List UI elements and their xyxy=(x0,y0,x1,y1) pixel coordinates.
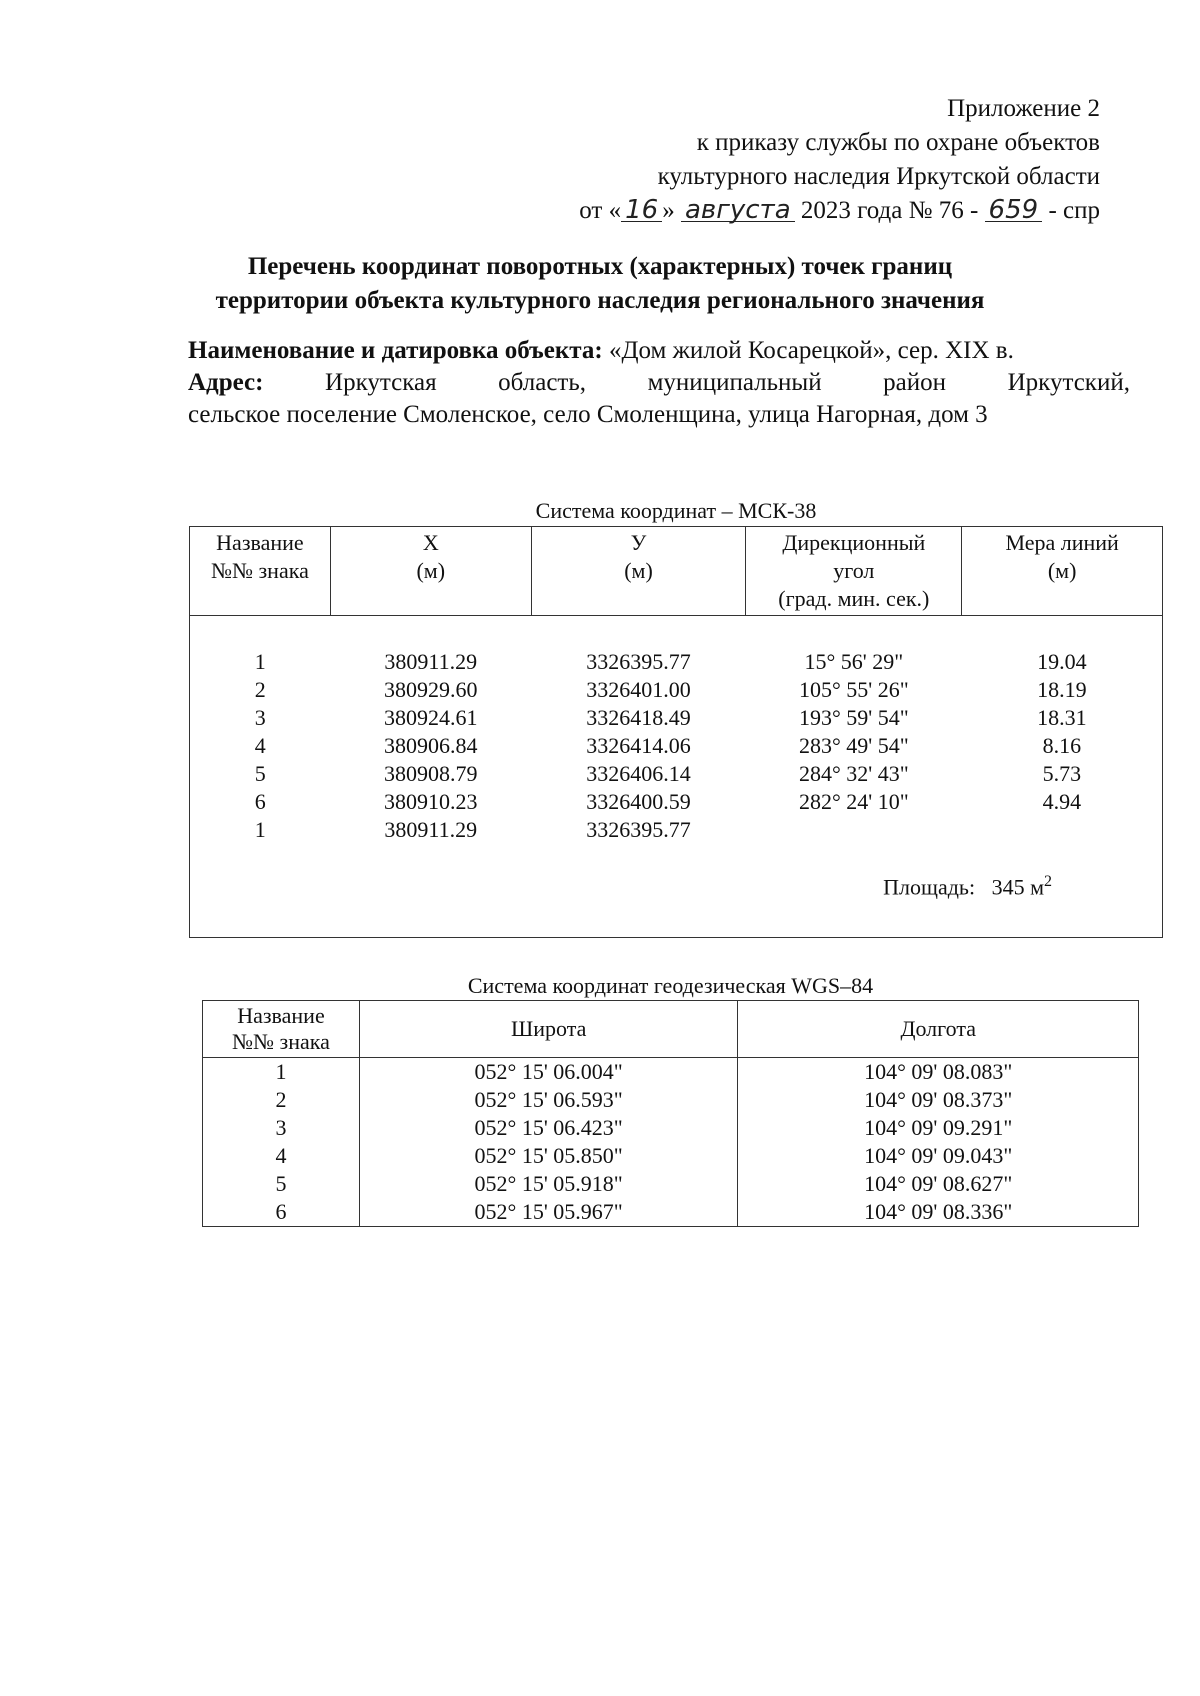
handwritten-month: августа xyxy=(681,199,795,222)
order-line: к приказу службы по охране объектов xyxy=(696,129,1100,156)
table-row: 6 380910.23 3326400.59 282° 24' 10" 4.94 xyxy=(254,789,1082,814)
appendix-label: Приложение 2 xyxy=(947,95,1100,122)
service-line: культурного наследия Иркутской области xyxy=(657,163,1100,190)
table-row: 3 380924.61 3326418.49 193° 59' 54" 18.31 xyxy=(254,705,1087,730)
table-row: 4 052° 15' 05.850" 104° 09' 09.043" xyxy=(203,1142,1139,1170)
document-title: Перечень координат поворотных (характерных) точек границ территории объекта культурного наследия регионального значения xyxy=(215,253,985,314)
object-name: Наименование и датировка объекта: «Дом жилой Косарецкой», сер. XIX в. xyxy=(188,337,1014,364)
wgs-coordinates-table xyxy=(202,1000,1139,1227)
area-value: 345 м xyxy=(991,874,1044,900)
wgs-header-row xyxy=(203,1001,1139,1058)
table-row: 1 380911.29 3326395.77 15° 56' 29" 19.04 xyxy=(254,649,1087,674)
address-line-2: сельское поселение Смоленское, село Смоленщина, улица Нагорная, дом 3 xyxy=(188,401,988,428)
col-header-name: Название №№ знака xyxy=(203,1001,360,1058)
msk-header-row xyxy=(190,527,1163,616)
col-header-latitude: Широта xyxy=(359,1001,738,1058)
table-row: 6 052° 15' 05.967" 104° 09' 08.336" xyxy=(203,1198,1139,1227)
table-row: 5 380908.79 3326406.14 284° 32' 43" 5.73 xyxy=(254,761,1082,786)
table-row: 1 052° 15' 06.004" 104° 09' 08.083" xyxy=(203,1058,1139,1087)
area-row: Площадь: 345 $м^2$ xyxy=(883,873,1052,900)
table-row: 4 380906.84 3326414.06 283° 49' 54" 8.16 xyxy=(254,733,1082,758)
wgs-caption: Система координат геодезическая WGS–84 xyxy=(467,973,874,998)
col-header-name: Название №№ знака xyxy=(190,527,331,616)
area-label: Площадь: xyxy=(883,874,976,900)
table-row: 5 052° 15' 05.918" 104° 09' 08.627" xyxy=(203,1170,1139,1198)
msk-coordinates-table xyxy=(189,526,1163,938)
address-line: Адрес: Иркутская область, муниципальный район Иркутский, xyxy=(188,369,1130,396)
order-date-line: от « 16 » августа 2023 года № 76 - 659 - спр xyxy=(579,195,1100,225)
msk-caption: Система координат – МСК-38 xyxy=(535,498,817,523)
handwritten-day: 16 xyxy=(621,199,662,222)
handwritten-number: 659 xyxy=(985,199,1043,222)
table-row: 2 380929.60 3326401.00 105° 55' 26" 18.19 xyxy=(254,677,1087,702)
col-header-longitude: Долгота xyxy=(738,1001,1139,1058)
object-info xyxy=(188,335,1130,431)
col-header-x: Х (м) xyxy=(330,527,531,616)
col-header-length: Мера линий (м) xyxy=(962,527,1163,616)
table-row: 2 052° 15' 06.593" 104° 09' 08.373" xyxy=(203,1086,1139,1114)
table-row: 3 052° 15' 06.423" 104° 09' 09.291" xyxy=(203,1114,1139,1142)
col-header-angle: Дирекционный угол (град. мин. сек.) xyxy=(746,527,962,616)
col-header-y: У (м) xyxy=(531,527,746,616)
appendix-header xyxy=(579,92,1100,228)
table-row: 1 380911.29 3326395.77 xyxy=(254,817,691,842)
